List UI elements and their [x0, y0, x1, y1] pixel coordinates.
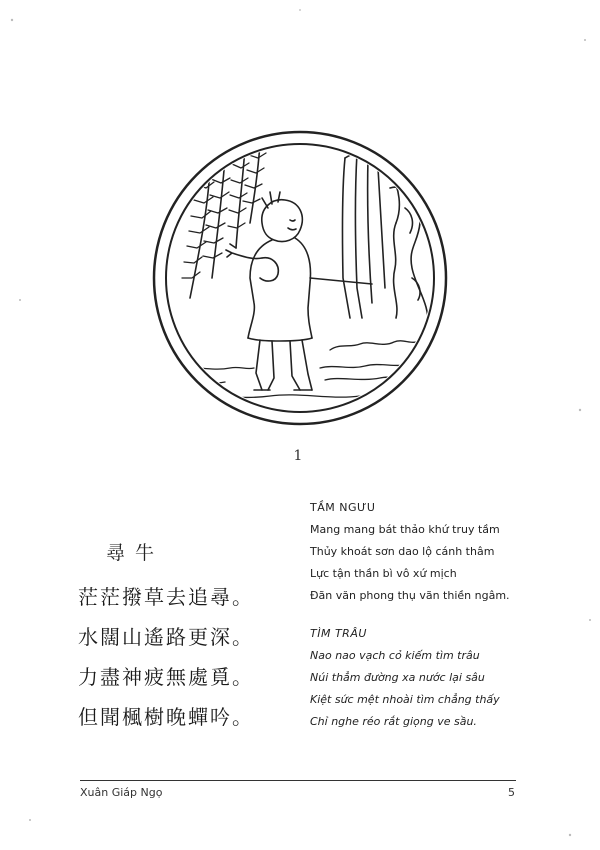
sino-vietnamese-line: Đãn văn phong thụ vãn thiền ngâm. [310, 589, 510, 602]
translation-line: Núi thẳm đường xa nước lại sâu [310, 671, 485, 684]
translation-title: TÌM TRÂU [310, 627, 367, 640]
translation-line: Nao nao vạch cỏ kiếm tìm trâu [310, 649, 480, 662]
translation-line: Kiệt sức mệt nhoài tìm chẳng thấy [310, 693, 500, 706]
footer-author: Xuân Giáp Ngọ [80, 786, 163, 799]
translation-line: Chỉ nghe réo rắt giọng ve sầu. [310, 715, 477, 728]
figure-number: 1 [293, 448, 303, 464]
chinese-poem [78, 538, 298, 737]
vietnamese-text-column [310, 497, 550, 733]
sino-vietnamese-line: Lực tận thần bì vô xứ mịch [310, 567, 457, 580]
chinese-poem-line: 茫茫撥草去追尋。 [78, 585, 254, 609]
chinese-poem-title: 尋牛 [106, 542, 165, 564]
chinese-poem-line: 力盡神疲無處覓。 [78, 665, 254, 689]
page-number: 5 [508, 786, 515, 799]
boy-searching-illustration [150, 128, 450, 428]
footer-divider [80, 780, 516, 781]
chinese-poem-line: 水闊山遙路更深。 [78, 625, 254, 649]
chinese-poem-line: 但聞楓樹晚蟬吟。 [78, 705, 254, 729]
sino-vietnamese-title: TẦM NGƯU [310, 501, 376, 514]
sino-vietnamese-line: Thủy khoát sơn dao lộ cánh thâm [310, 545, 495, 558]
sino-vietnamese-line: Mang mang bát thảo khứ truy tầm [310, 523, 500, 536]
